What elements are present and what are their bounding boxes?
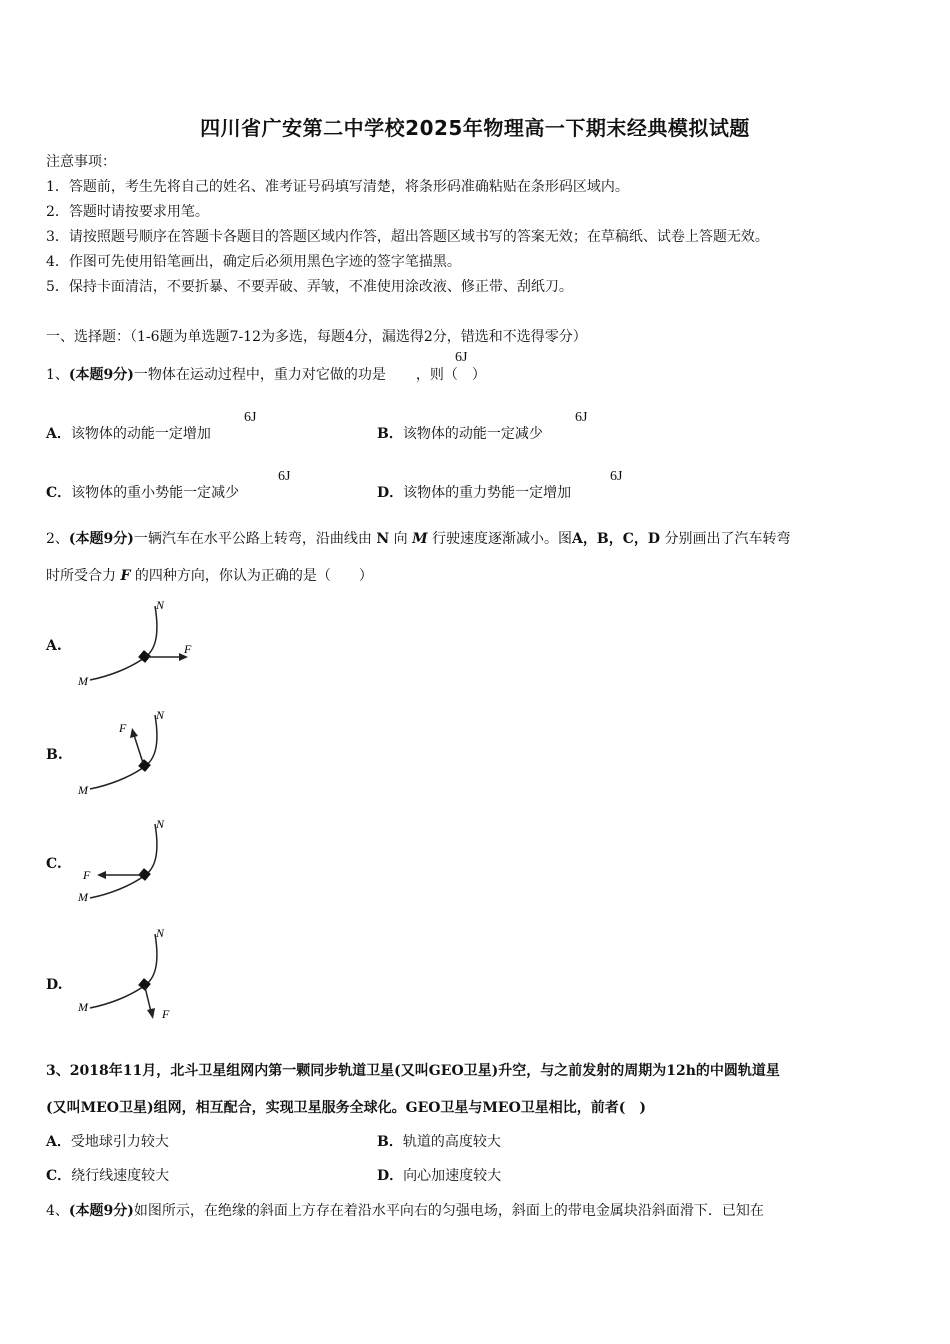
q4-stem: 4、(本题9分)如图所示，在绝缘的斜面上方存在着沿水平向右的匀强电场，斜面上的带电金属块沿斜面滑下．已知在 — [46, 1203, 764, 1219]
svg-text:F: F — [162, 1007, 170, 1021]
notes-heading: 注意事项： — [46, 154, 116, 170]
q2-stem-line2: 时所受合力 F 的四种方向，你认为正确的是（ ） — [46, 568, 373, 584]
q2-figure-d — [70, 924, 210, 1024]
svg-text:M: M — [78, 890, 88, 904]
svg-text:M: M — [78, 1000, 88, 1014]
q1-option-a-energy: 6J — [244, 410, 257, 425]
q1-option-d-energy: 6J — [610, 469, 623, 484]
q1-option-c-energy: 6J — [278, 469, 291, 484]
notes-item-1: 1．答题前，考生先将自己的姓名、准考证号码填写清楚，将条形码准确粘贴在条形码区域内。 — [46, 179, 629, 195]
q3-option-c[interactable]: C．绕行线速度较大 — [46, 1168, 170, 1184]
svg-text:F: F — [119, 721, 127, 735]
q2-figure-a — [70, 596, 210, 696]
q2-figure-c — [70, 814, 210, 914]
q1-number: 1、 — [46, 367, 69, 383]
q1-score: (本题9分) — [68, 367, 134, 383]
svg-text:M: M — [78, 674, 88, 688]
q3-stem-line1: 3、2018年11月，北斗卫星组网内第一颗同步轨道卫星(又叫GEO卫星)升空，与之前发射的周期为12h的中圆轨道星 — [46, 1063, 780, 1079]
q1-text: 一物体在运动过程中，重力对它做的功是 — [133, 367, 386, 383]
q3-option-a[interactable]: A．受地球引力较大 — [46, 1134, 169, 1150]
q2-option-a[interactable]: A. — [46, 638, 62, 654]
q3-option-b[interactable]: B．轨道的高度较大 — [377, 1134, 501, 1150]
q2-figure-b — [70, 705, 210, 805]
q2-option-c[interactable]: C. — [46, 856, 62, 872]
q3-stem-line2: (又叫MEO卫星)组网，相互配合，实现卫星服务全球化。GEO卫星与MEO卫星相比，前者( ) — [46, 1100, 647, 1116]
q2-option-b[interactable]: B. — [46, 747, 63, 763]
notes-item-4: 4．作图可先使用铅笔画出，确定后必须用黑色字迹的签字笔描黑。 — [46, 254, 461, 270]
svg-text:N: N — [156, 708, 165, 722]
q1-energy: 6J — [455, 350, 468, 365]
notes-item-5: 5．保持卡面清洁，不要折暴、不要弄破、弄皱，不准使用涂改液、修正带、刮纸刀。 — [46, 279, 573, 295]
q2-option-d[interactable]: D. — [46, 977, 63, 993]
q1-stem — [46, 365, 486, 385]
q1-option-b[interactable]: B．该物体的动能一定减少 — [377, 426, 543, 442]
svg-text:M: M — [78, 783, 88, 797]
section-heading: 一、选择题：（1-6题为单选题7-12为多选，每题4分，漏选得2分，错选和不选得零分） — [46, 329, 587, 345]
svg-text:N: N — [156, 598, 165, 612]
q3-option-d[interactable]: D．向心加速度较大 — [377, 1168, 502, 1184]
q1-option-d[interactable]: D．该物体的重力势能一定增加 — [377, 485, 572, 501]
svg-text:N: N — [156, 817, 165, 831]
q1-option-a[interactable]: A．该物体的动能一定增加 — [46, 426, 211, 442]
q1-option-b-energy: 6J — [575, 410, 588, 425]
page-title: 四川省广安第二中学校2025年物理高一下期末经典模拟试题 — [200, 116, 750, 140]
q1-option-c[interactable]: C．该物体的重小势能一定减少 — [46, 485, 240, 501]
q1-text-end: ，则（ ） — [415, 367, 486, 383]
svg-text:F: F — [83, 868, 91, 882]
svg-text:F: F — [184, 642, 192, 656]
svg-text:N: N — [156, 926, 165, 940]
notes-item-2: 2．答题时请按要求用笔。 — [46, 204, 209, 220]
notes-item-3: 3．请按照题号顺序在答题卡各题目的答题区域内作答，超出答题区域书写的答案无效；在草稿纸、试卷上答题无效。 — [46, 229, 769, 245]
q2-stem-line1: 2、(本题9分)一辆汽车在水平公路上转弯，沿曲线由 N 向 M 行驶速度逐渐减小。图A，B，C，D 分别画出了汽车转弯 — [46, 531, 791, 547]
